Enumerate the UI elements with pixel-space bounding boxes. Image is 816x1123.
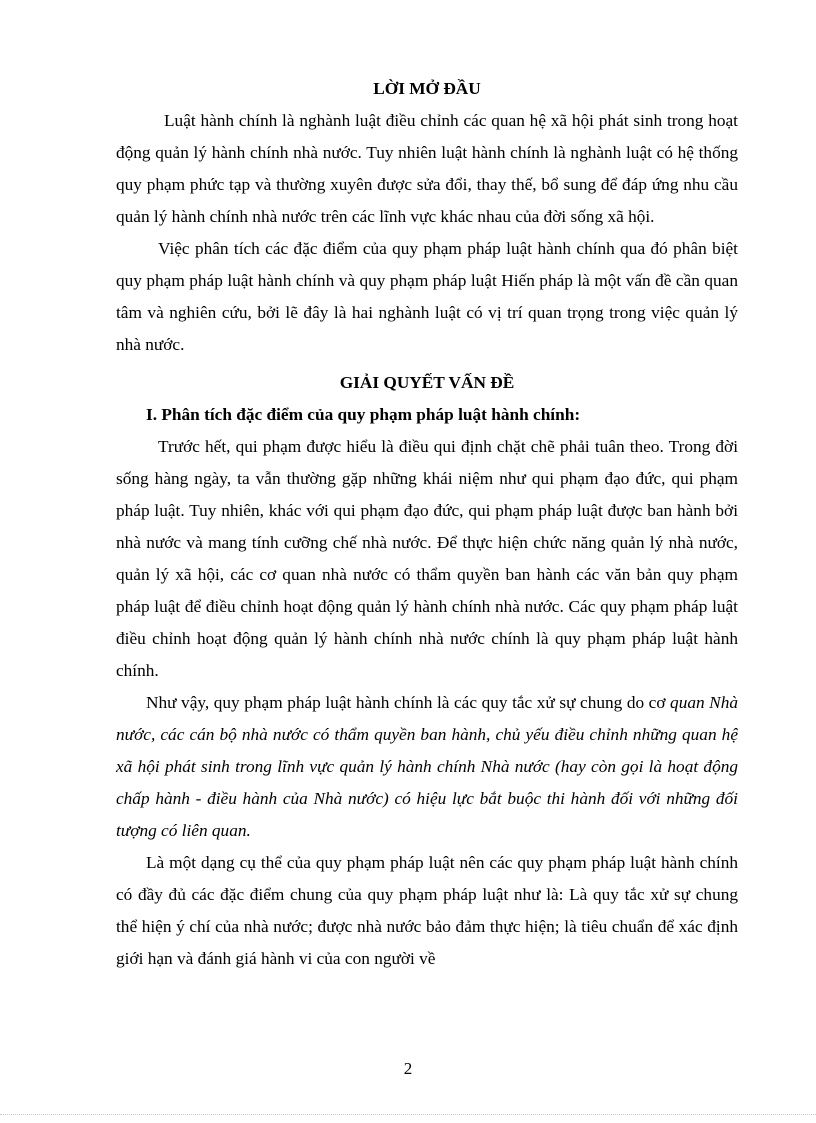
section-heading: GIẢI QUYẾT VẤN ĐỀ xyxy=(339,373,515,392)
intro-paragraph-2: Việc phân tích các đặc điểm của quy phạm pháp luật hành chính qua đó phân biệt quy phạm pháp luật hành chính và quy phạm pháp luật Hiến pháp là một vấn đề cần quan tâm và nghiên cứu, bởi lẽ đây là hai nghành luật có vị trí quan trọng trong việc quản lý nhà nước. xyxy=(116,239,738,354)
page-number: 2 xyxy=(403,1059,413,1078)
body-paragraph-2-italic: quan Nhà nước, các cán bộ nhà nước có thẩm quyền ban hành, chủ yếu điều chỉnh những quan hệ xã hội phát sinh trong lĩnh vực quản lý hành chính Nhà nước (hay còn gọi là hoạt động chấp hành - điều hành của Nhà nước) có hiệu lực bắt buộc thi hành đối với những đối tượng có liên quan. xyxy=(116,693,738,840)
body-paragraph-2-normal: Như vậy, quy phạm pháp luật hành chính là các quy tắc xử sự chung do cơ xyxy=(146,693,671,712)
page-bottom-divider xyxy=(0,1114,816,1115)
page-content xyxy=(116,73,738,975)
subsection-title: I. Phân tích đặc điểm của quy phạm pháp luật hành chính: xyxy=(146,405,581,424)
intro-paragraph-1: Luật hành chính là nghành luật điều chỉnh các quan hệ xã hội phát sinh trong hoạt động quản lý hành chính nhà nước. Tuy nhiên luật hành chính là nghành luật có hệ thống quy phạm phức tạp và thường xuyên được sửa đổi, thay thế, bổ sung để đáp ứng nhu cầu quản lý hành chính nhà nước trên các lĩnh vực khác nhau của đời sống xã hội. xyxy=(116,111,738,226)
body-paragraph-1: Trước hết, qui phạm được hiểu là điều qui định chặt chẽ phải tuân theo. Trong đời sống hàng ngày, ta vẫn thường gặp những khái niệm như qui phạm đạo đức, qui phạm pháp luật. Tuy nhiên, khác với qui phạm đạo đức, qui phạm pháp luật được ban hành bởi nhà nước và mang tính cưỡng chế nhà nước. Để thực hiện chức năng quản lý nhà nước, quản lý xã hội, các cơ quan nhà nước có thẩm quyền ban hành các văn bản quy phạm pháp luật để điều chỉnh hoạt động quản lý hành chính nhà nước. Các quy phạm pháp luật điều chỉnh hoạt động quản lý hành chính nhà nước chính là quy phạm pháp luật hành chính. xyxy=(116,437,738,680)
body-paragraph-3: Là một dạng cụ thể của quy phạm pháp luật nên các quy phạm pháp luật hành chính có đầy đủ các đặc điểm chung của quy phạm pháp luật như là: Là quy tắc xử sự chung thể hiện ý chí của nhà nước; được nhà nước bảo đảm thực hiện; là tiêu chuẩn để xác định giới hạn và đánh giá hành vi của con người về xyxy=(116,853,738,968)
body-paragraph-2 xyxy=(116,687,738,847)
document-title: LỜI MỞ ĐẦU xyxy=(373,79,481,98)
